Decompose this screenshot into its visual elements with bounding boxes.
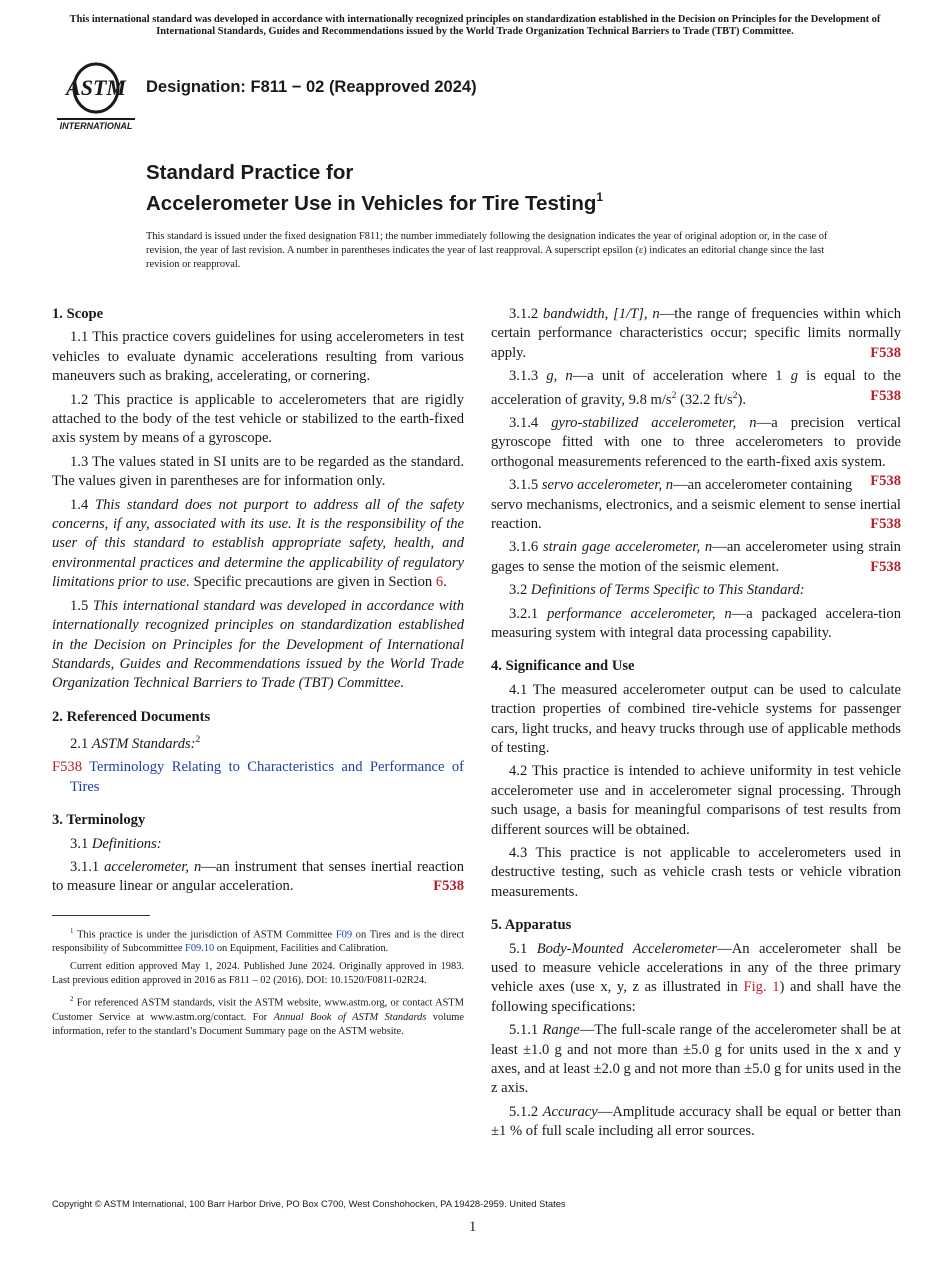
- para-3-1-5: 3.1.5 servo accelerometer, n—an accelerometer containing servo mechanisms, electronics, and a seismic element to sense inertial reaction. F538: [491, 476, 901, 534]
- section-6-link[interactable]: 6: [435, 574, 444, 591]
- logo-sub: INTERNATIONAL: [59, 121, 133, 131]
- para-3-2: 3.2 Definitions of Terms Specific to This Standard:: [509, 582, 805, 599]
- page-number: 1: [469, 1219, 477, 1235]
- astm-logo: [55, 58, 137, 132]
- logo-word: ASTM: [66, 75, 126, 100]
- f538-ref-link[interactable]: F538: [870, 344, 901, 361]
- footnote-rule: [52, 915, 150, 916]
- para-4-1: 4.1 The measured accelerometer output can be used to calculate traction properties of combined tire-vehicle systems for passenger cars, light trucks, and heavy trucks through use of applicable methods of testing.: [491, 681, 901, 756]
- document-title: [146, 160, 603, 216]
- issued-note: This standard is issued under the fixed designation F811; the number immediately following the designation indicates the year of original adoption or, in the case of revision, the year of last revision. A number in parentheses indicates the year of last reapproval. A superscript epsilon (ε) indicates an editorial change since the last revision or reapproval.: [146, 231, 828, 270]
- title-line-1: Standard Practice for: [146, 161, 354, 184]
- f538-ref-link[interactable]: F538: [870, 473, 901, 490]
- para-3-1-1: 3.1.1 accelerometer, n—an instrument that senses inertial reaction to measure linear or angular acceleration. F538: [52, 858, 464, 897]
- para-4-3: 4.3 This practice is not applicable to accelerometers used in destructive testing, such as vehicle crash tests or vehicle vibration measurements.: [491, 845, 901, 900]
- f538-ref-link[interactable]: F538: [433, 878, 464, 895]
- title-line-2: Accelerometer Use in Vehicles for Tire Testing$^1$: [146, 190, 604, 215]
- para-4-2: 4.2 This practice is intended to achieve uniformity in test vehicle accelerometer use and in accelerometer signal processing. Through such usage, a basis for meaningful comparisons of test results from different sources will be obtained.: [491, 763, 901, 838]
- para-1-5: 1.5 This international standard was developed in accordance with internationally recognized principles on standardization established in the Decision on Principles for the Development of International Standards, Guides and Recommendations issued by the World Trade Organization Technical Barriers to Trade (TBT) Committee.: [52, 597, 465, 692]
- significance-heading: 4. Significance and Use: [491, 658, 635, 675]
- para-1-4: 1.4 This standard does not purport to address all of the safety concerns, if any, associated with its use. It is the responsibility of the user of this standard to establish appropriate safety, health, and environmental practices and determine the applicability of regulatory limitations prior to use. Specific precautions are given in Section 6.: [52, 496, 464, 591]
- para-5-1-1: 5.1.1 Range—The full-scale range of the accelerometer shall be at least ±1.0 g and not more than ±5.0 g for units used in the x and y axes, and at least ±2.0 g and not more than ±5.0 g for units used in the z axis.: [491, 1022, 901, 1097]
- f538-ref-link[interactable]: F538: [870, 515, 901, 532]
- footnote-edition: Current edition approved May 1, 2024. Published June 2024. Originally approved in 1983. Last previous edition approved in 2016 as F811 – 02 (2016). DOI: 10.1520/F0811-02R24.: [52, 961, 464, 987]
- title-footnote-mark: 1: [596, 190, 604, 204]
- scope-heading: 1. Scope: [52, 306, 104, 322]
- fig-1-link[interactable]: Fig. 1: [743, 979, 780, 996]
- f538-reference[interactable]: [52, 758, 464, 797]
- para-3-1: 3.1 Definitions:: [70, 835, 162, 852]
- f538-title-link[interactable]: Terminology Relating to Characteristics and Performance of Tires: [70, 759, 464, 795]
- f0910-link[interactable]: F09.10: [185, 943, 215, 955]
- refdocs-heading: 2. Referenced Documents: [52, 708, 211, 725]
- footnote-1: $^1$ This practice is under the jurisdiction of ASTM Committee F09 on Tires and is the direct responsibility of Subcommittee F09.10 on Equipment, Facilities and Calibration.: [52, 926, 464, 955]
- para-1-3: 1.3 The values stated in SI units are to be regarded as the standard. The values given in parentheses are for information only.: [52, 453, 464, 490]
- para-3-1-4: 3.1.4 gyro-stabilized accelerometer, n—a precision vertical gyroscope fitted with one to three accelerometers to provide orthogonal measurements referenced to the earth-fixed axis system. F538: [491, 414, 901, 472]
- para-1-2: 1.2 This practice is applicable to accelerometers that are rigidly attached to the body of the test vehicle or stabilized to the earth-fixed axis system by means of a gyroscope.: [52, 391, 464, 447]
- f538-ref-link[interactable]: F538: [870, 558, 901, 575]
- para-3-1-2: 3.1.2 bandwidth, [1/T], n—the range of frequencies within which certain performance characteristics occur; specific limits normally apply. F538: [491, 305, 901, 363]
- para-3-2-1: 3.2.1 performance accelerometer, n—a packaged accelera-tion measuring system with integral data processing capability.: [491, 605, 901, 641]
- right-column: [491, 305, 901, 1146]
- para-5-1: 5.1 Body-Mounted Accelerometer—An accelerometer shall be used to measure vehicle accelerations in any of the three primary vehicle axes (use x, y, z as illustrated in Fig. 1) and shall have the following specifications:: [491, 940, 902, 1015]
- left-column: [52, 305, 464, 1043]
- para-5-1-2: 5.1.2 Accuracy—Amplitude accuracy shall be equal or better than ±1 % of full scale including all error sources.: [491, 1103, 902, 1140]
- para-2-1: 2.1 ASTM Standards:$^2$: [70, 735, 201, 752]
- para-1-1: 1.1 This practice covers guidelines for using accelerometers in test vehicles to evaluate dynamic accelerations resulting from various maneuvers such as braking, accelerating, or cornering.: [52, 329, 464, 385]
- designation: Designation: F811 − 02 (Reapproved 2024): [146, 78, 477, 96]
- apparatus-heading: 5. Apparatus: [491, 917, 572, 934]
- f538-ref-link[interactable]: F538: [870, 387, 901, 404]
- para-3-1-3: 3.1.3 g, n—a unit of acceleration where 1 g is equal to the acceleration of gravity, 9.8 $m/s^2$ (32.2 $ft/s^2$). F538: [491, 368, 901, 408]
- f538-code-link[interactable]: F538: [52, 759, 83, 776]
- tbt-banner: This international standard was developed in accordance with internationally recognized principles on standardization established in the Decision on Principles for the Development of International Standards, Guides and Recommendations issued by the World Trade Organization Technical Barriers to Trade (TBT) Committee.: [69, 14, 881, 37]
- para-3-1-6: 3.1.6 strain gage accelerometer, n—an accelerometer using strain gages to sense the motion of the seismic element. F538: [491, 538, 901, 577]
- copyright-notice: Copyright © ASTM International, 100 Barr Harbor Drive, PO Box C700, West Conshohocken, PA 19428-2959. United States: [52, 1198, 566, 1209]
- footnote-2: $^2$ For referenced ASTM standards, visit the ASTM website, www.astm.org, or contact ASTM Customer Service at www.astm.org/contact. For Annual Book of ASTM Standards volume information, refer to the standard’s Document Summary page on the ASTM website.: [52, 995, 464, 1037]
- terminology-heading: 3. Terminology: [52, 812, 146, 829]
- f09-link[interactable]: F09: [335, 929, 353, 941]
